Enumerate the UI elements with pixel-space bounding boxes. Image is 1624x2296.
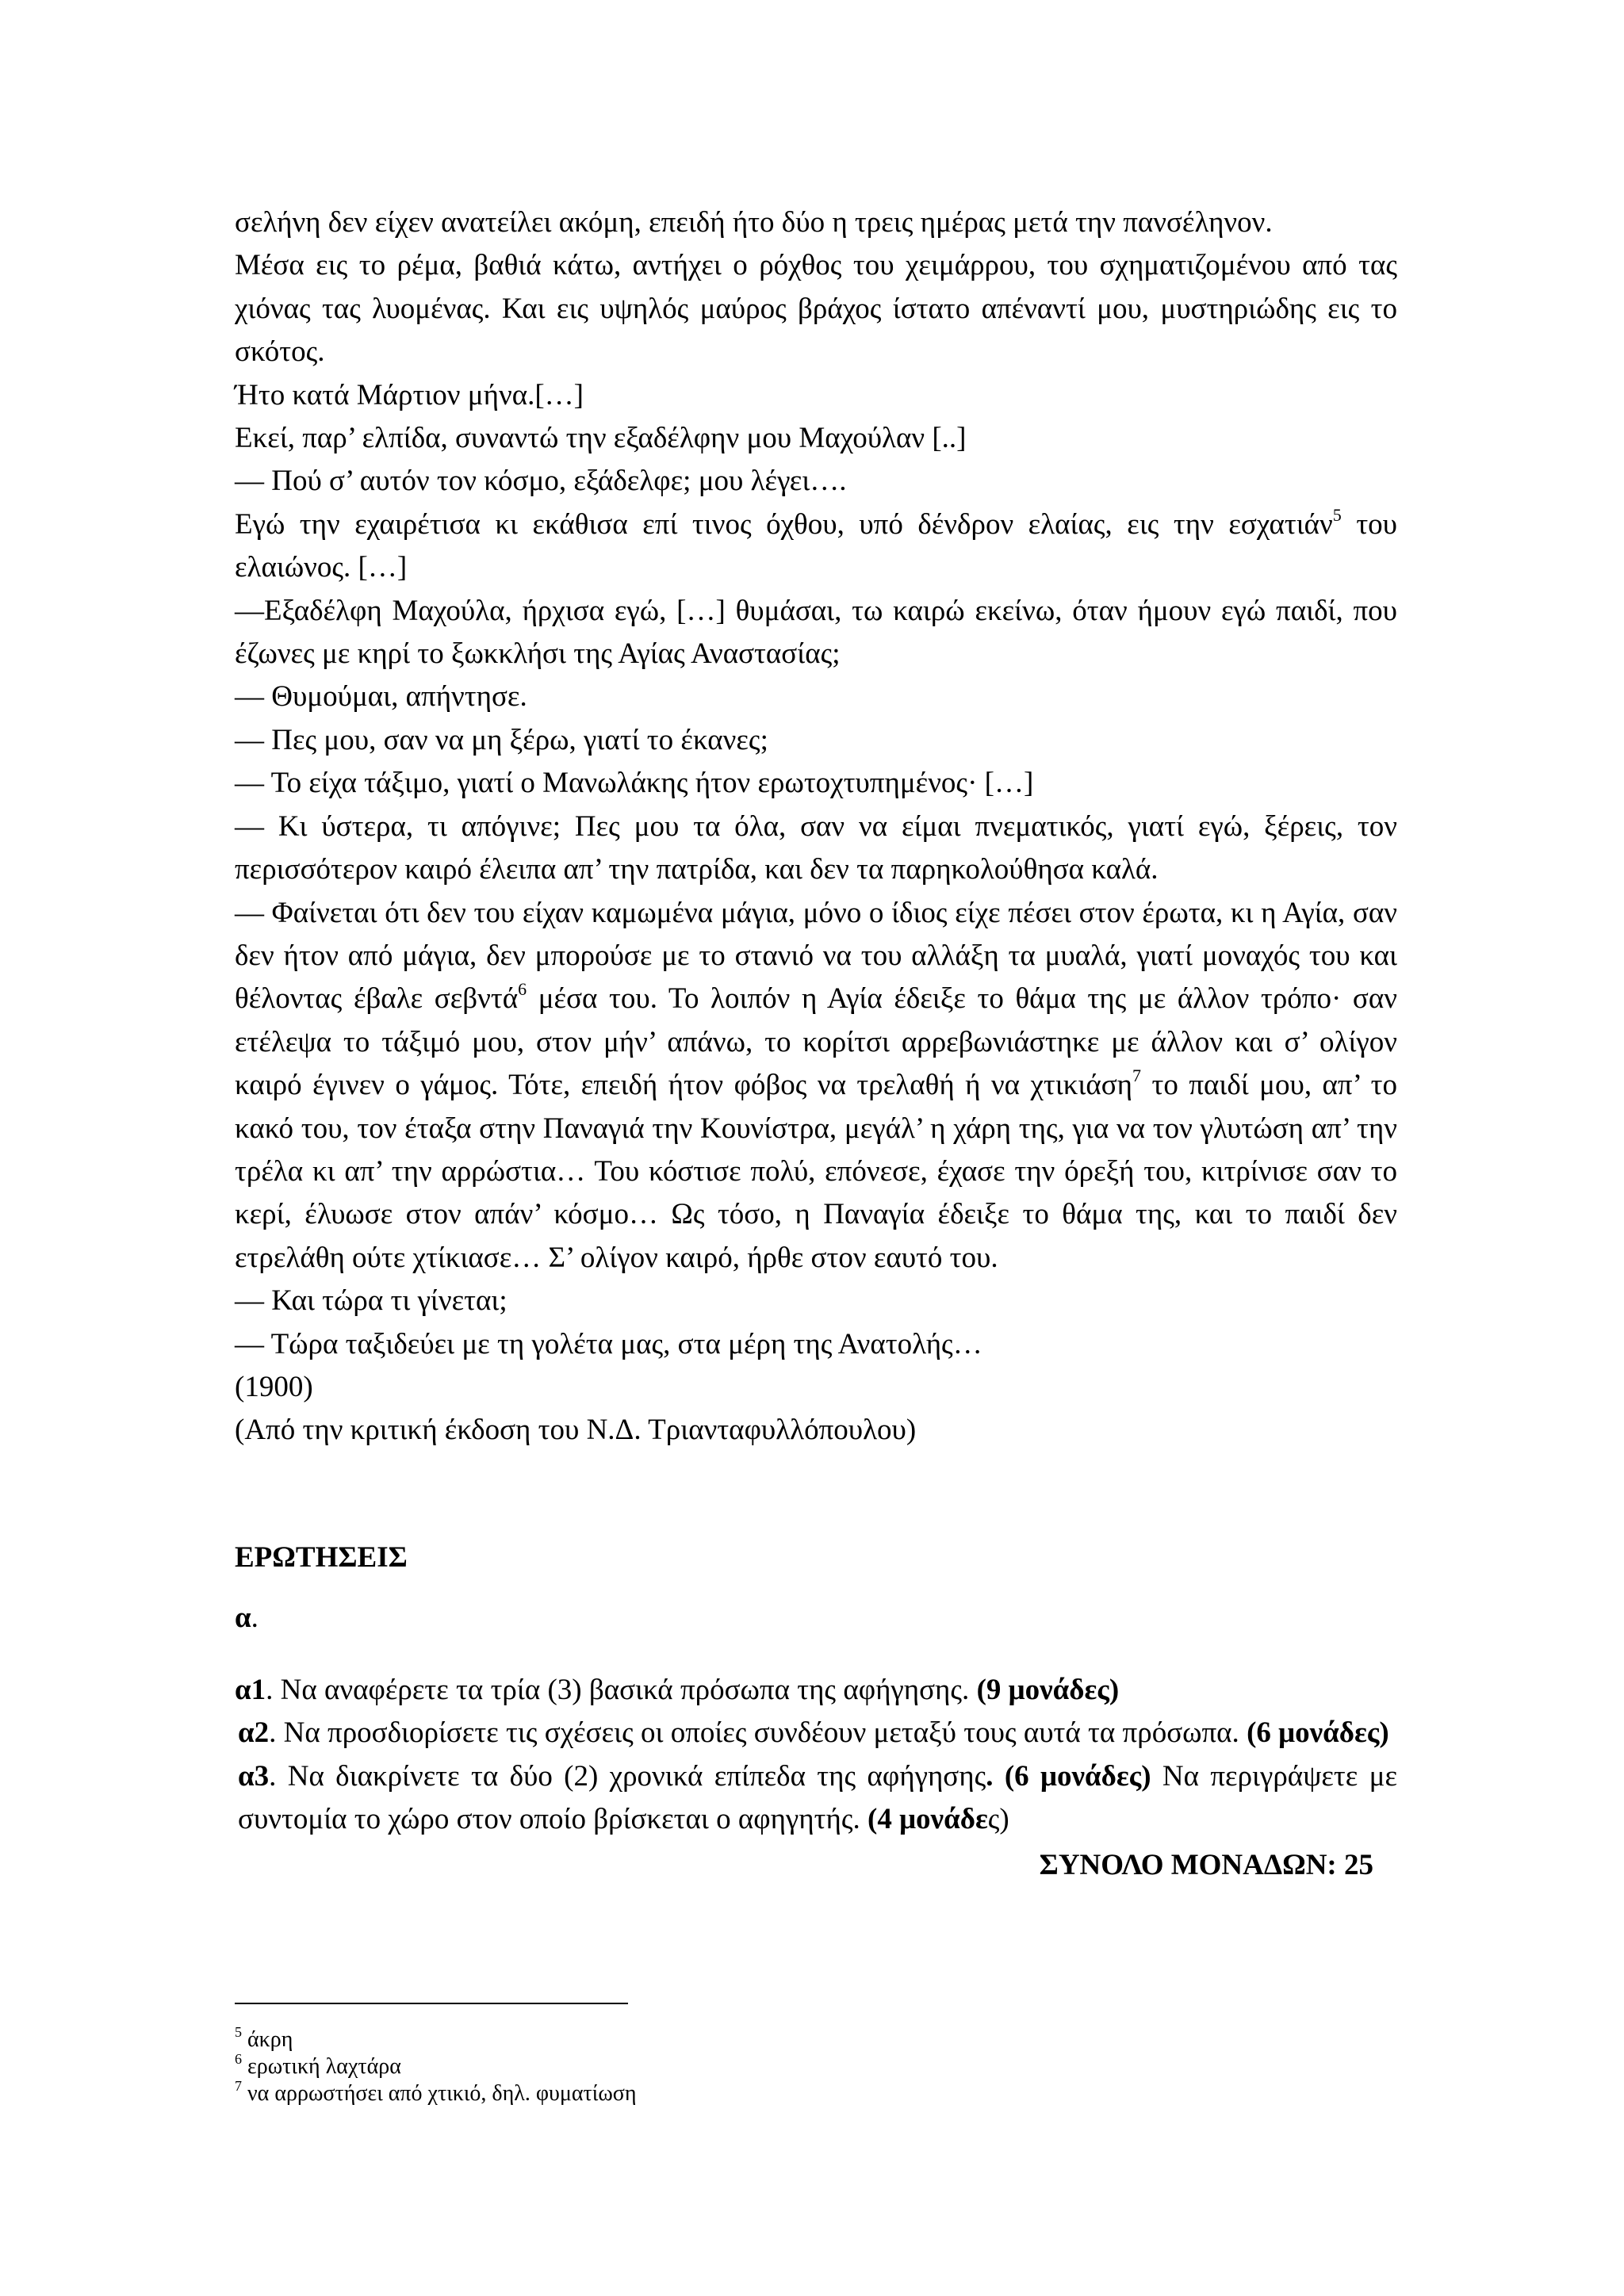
questions-section — [235, 1536, 1397, 1888]
group-dot: . — [251, 1601, 259, 1635]
dialogue-line — [235, 892, 1397, 1280]
footnote — [235, 2026, 636, 2053]
question-points-end: ς) — [987, 1803, 1009, 1836]
question-points: (4 μονάδε — [868, 1803, 988, 1836]
dialogue-line: — Πού σ’ αυτόν τον κόσμο, εξάδελφε; μου λέγει…. — [235, 465, 847, 498]
paragraph-text: — Φαίνεται ότι δεν του είχαν καμωμένα μάγια, μόνο ο ίδιος είχε πέσει στον έρωτα, κι η Αγία, σαν δεν ήτον από μάγια, δεν μπορούσε με το στανιό να του αλλάξη τα μυαλά, γιατί μοναχός του και θέλοντας έβαλε σεβντά — [235, 896, 1397, 1016]
questions-heading: ΕΡΩΤΗΣΕΙΣ — [235, 1541, 408, 1574]
footnote-number: 7 — [235, 2078, 242, 2094]
footnotes — [235, 2026, 636, 2107]
footnote-separator — [235, 2003, 628, 2004]
footnote-ref-5: 5 — [1332, 504, 1342, 525]
question-text: . Να αναφέρετε τα τρία (3) βασικά πρόσωπα της αφήγησης. — [266, 1673, 977, 1706]
paragraph: Εκεί, παρ’ ελπίδα, συναντώ την εξαδέλφην μου Μαχούλαν [..] — [235, 422, 967, 455]
footnote-ref-7: 7 — [1132, 1066, 1142, 1086]
dialogue-line: —Εξαδέλφη Μαχούλα, ήρχισα εγώ, […] θυμάσαι, τω καιρώ εκείνω, όταν ήμουν εγώ παιδί, που έζωνες με κηρί το ξωκκλήσι της Αγίας Αναστασίας; — [235, 594, 1397, 671]
dialogue-line: — Το είχα τάξιμο, γιατί ο Μανωλάκης ήτον ερωτοχτυπημένος· […] — [235, 767, 1034, 800]
paragraph-text: Εγώ την εχαιρέτισα κι εκάθισα επί τινος όχθου, υπό δένδρον ελαίας, εις την εσχατιάν — [235, 507, 1333, 541]
question-a2 — [235, 1712, 1397, 1755]
footnote-text: ερωτική λαχτάρα — [247, 2054, 401, 2079]
footnote-text: να αρρωστήσει από χτικιό, δηλ. φυματίωση — [247, 2081, 637, 2106]
question-a1 — [235, 1669, 1397, 1712]
question-points: (6 μονάδες) — [1247, 1716, 1389, 1750]
dialogue-line: — Πες μου, σαν να μη ξέρω, γιατί το έκανες; — [235, 723, 768, 756]
dialogue-line: — Κι ύστερα, τι απόγινε; Πες μου τα όλα, σαν να είμαι πνεματικός, γιατί εγώ, ξέρεις, τον περισσότερον καιρό έλειπα απ’ την πατρίδα, και δεν τα παρηκολούθησα καλά. — [235, 809, 1397, 886]
paragraph: Μέσα εις το ρέμα, βαθιά κάτω, αντήχει ο ρόχθος του χειμάρρου, του σχηματιζομένου από τας χιόνας τας λυομένας. Και εις υψηλός μαύρος βράχος ίστατο απέναντί μου, μυστηριώδης εις το σκότος. — [235, 249, 1397, 369]
dialogue-line: — Τώρα ταξιδεύει με τη γολέτα μας, στα μέρη της Ανατολής… — [235, 1327, 982, 1360]
story-text — [235, 201, 1397, 1452]
question-label: α2 — [238, 1716, 270, 1750]
dialogue-line: — Θυμούμαι, απήντησε. — [235, 680, 527, 714]
paragraph-text: μέσα του. Το λοιπόν η Αγία έδειξε το θάμα της με άλλον τρόπο· σαν ετέλεψα το τάξιμό μου, στον μήν’ απάνω, το κορίτσι αρρεβωνιάστηκε με άλλον και σ’ ολίγον καιρό έγινεν ο γάμος. Τότε, επειδή ήτον φόβος να τρελαθή ή να χτικιάση — [235, 982, 1397, 1102]
dialogue-line: — Και τώρα τι γίνεται; — [235, 1284, 508, 1318]
paragraph: Ήτο κατά Μάρτιον μήνα.[…] — [235, 378, 584, 411]
footnote — [235, 2053, 636, 2080]
question-points: . — [986, 1759, 994, 1793]
paragraph — [235, 503, 1397, 590]
question-label: α3 — [238, 1759, 270, 1793]
total-points: ΣΥΝΟΛΟ ΜΟΝΑΔΩΝ: 25 — [1039, 1849, 1373, 1882]
question-text: Να περιγράψετε με συντομία το χώρο στον οποίο βρίσκεται ο αφηγητής. — [238, 1759, 1398, 1836]
footnote — [235, 2080, 636, 2107]
question-text: . Να προσδιορίσετε τις σχέσεις οι οποίες συνδέουν μεταξύ τους αυτά τα πρόσωπα. — [269, 1716, 1247, 1750]
group-letter: α — [235, 1601, 251, 1635]
footnote-ref-6: 6 — [518, 979, 527, 1000]
question-a3 — [235, 1755, 1397, 1842]
question-points: (9 μονάδες) — [976, 1673, 1120, 1706]
paragraph-text: το παιδί μου, απ’ το κακό του, τον έταξα στην Παναγιά την Κουνίστρα, μεγάλ’ η χάρη της, για να τον γλυτώση απ’ την τρέλα κι απ’ την αρρώστια… Του κόστισε πολύ, επόνεσε, έχασε την όρεξή του, κιτρίνισε σαν το κερί, έλυωσε στον απάν’ κόσμο… Ως τόσο, η Παναγία έδειξε το θάμα της, και το παιδί δεν ετρελάθη ούτε χτίκιασε… Σ’ ολίγον καιρό, ήρθε στον εαυτό του. — [235, 1069, 1397, 1274]
footnote-text: άκρη — [247, 2027, 293, 2052]
question-text: . Να διακρίνετε τα δύο (2) χρονικά επίπεδα της αφήγησης — [269, 1759, 986, 1793]
source-line: (Από την κριτική έκδοση του Ν.Δ. Τριανταφυλλόπουλου) — [235, 1414, 917, 1447]
question-label: α1 — [235, 1673, 266, 1706]
footnote-number: 5 — [235, 2024, 242, 2040]
paragraph-text: του ελαιώνος. […] — [235, 507, 1398, 584]
question-group-label — [235, 1597, 1397, 1640]
date-line: (1900) — [235, 1370, 313, 1403]
question-points: (6 μονάδες) — [993, 1759, 1151, 1793]
paragraph-line: σελήνη δεν είχεν ανατείλει ακόμη, επειδή ήτο δύο η τρεις ημέρας μετά την πανσέληνον. — [235, 206, 1273, 239]
footnote-number: 6 — [235, 2051, 242, 2067]
